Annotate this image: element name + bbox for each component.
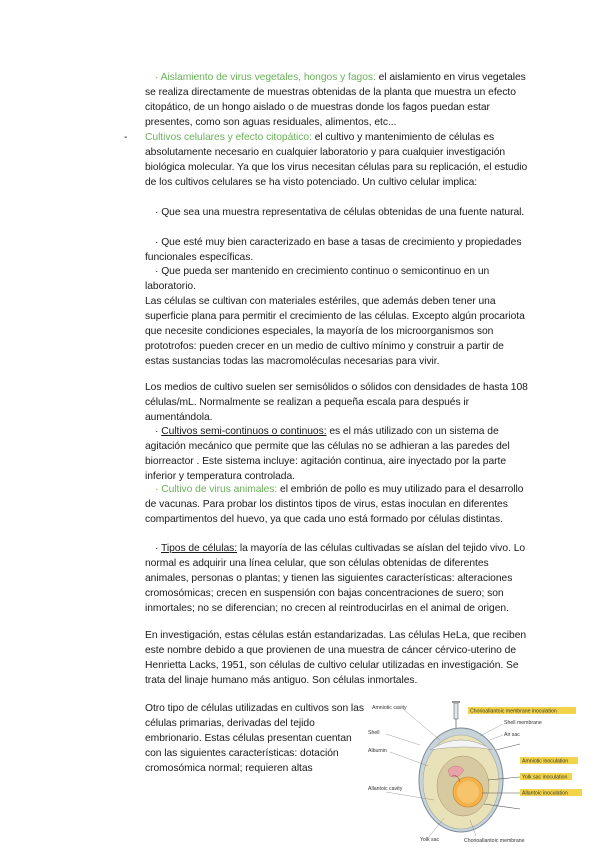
figure-label: Yolk sac	[420, 837, 440, 843]
figure-label: Shell	[368, 730, 380, 736]
egg-diagram	[368, 700, 590, 845]
figure-label: Amniotic inoculation	[522, 758, 569, 765]
bullet: ·	[155, 72, 161, 83]
figure-label: Chorioallantoic membrane	[464, 838, 525, 844]
heading-continuous-cultures: Cultivos semi-continuos o continuos:	[161, 426, 327, 437]
figure-label: Amniotic cavity	[372, 705, 407, 711]
paragraph-culture-media: Los medios de cultivo suelen ser semisólidos o sólidos con densidades de hasta 108 células/mL. Normalmente se realizan a pequeña escala para después ir aumentándola.	[145, 382, 528, 424]
bullet: ·	[155, 484, 162, 495]
egg-inoculation-figure	[368, 700, 590, 845]
heading-animal-virus-culture: Cultivo de virus animales:	[161, 484, 278, 495]
list-item: · Que esté muy bien caracterizado en base a tasas de crecimiento y propiedades funcionales específicas.	[145, 237, 522, 264]
paragraph-cell-types	[145, 541, 530, 616]
paragraph-animal-virus-culture	[145, 482, 530, 527]
paragraph-cell-cultures	[145, 130, 530, 190]
list-item: · Que pueda ser mantenido en crecimiento continuo o semicontinuo en un laboratorio.	[145, 266, 490, 293]
body-text: el embrión de pollo es muy utilizado para el desarrollo de vacunas. Para probar los distintos tipos de virus, estas inoculan en diferentes compartimentos del huevo, ya que cada uno está formado por células distintas.	[145, 484, 524, 526]
figure-label: Air sac	[504, 732, 520, 738]
figure-label: Allantoic inoculation	[522, 790, 568, 797]
body-text: es el más utilizado con un sistema de agitación mecánico que permite que las células no se adhieran a las paredes del biorreactor . Este sistema incluye: agitación continua, aire inyectado por la parte inferior y temperatura controlada.	[145, 426, 510, 483]
paragraph-plant-virus-isolation	[145, 70, 530, 130]
bullet: ·	[155, 426, 162, 437]
body-text: el cultivo y mantenimiento de células es absolutamente necesario en cualquier laboratorio y para cualquier investigación biológica molecular. Ya que los virus necesitan células para su replicación, el estudio de los cultivos celulares se ha visto potenciado. Un cultivo celular implica:	[145, 132, 528, 189]
figure-label: Albumin	[368, 748, 387, 754]
syringe-icon	[452, 701, 460, 730]
figure-label: Chorioallantoic membrane inoculation	[470, 708, 557, 715]
figure-label: Shell membrane	[504, 720, 542, 726]
body-text: la mayoría de las células cultivadas se aíslan del tejido vivo. Lo normal es adquirir una línea celular, que son células obtenidas de diferentes animales, personas o plantas; y tienen las siguientes características: alteraciones cromosómicas; crecen en suspensión con bajas concentraciones de suero; son inmortales; no se diferencian; no crecen al reintroducirlas en el animal de origen.	[145, 543, 526, 615]
bullet: ·	[155, 543, 162, 554]
list-item: · Que sea una muestra representativa de células obtenidas de una fuente natural.	[155, 207, 525, 218]
paragraph-primary-cells: Otro tipo de células utilizadas en cultivos son las células primarias, derivadas del tejido embrionario. Estas células presentan cuentan con las siguientes características: dotación cromosómica normal; requieren altas	[145, 703, 364, 775]
heading-plant-virus-isolation: Aislamiento de virus vegetales, hongos y fagos:	[160, 72, 376, 83]
figure-label: Allantoic cavity	[368, 786, 403, 792]
heading-cell-types: Tipos de células:	[161, 543, 238, 554]
heading-cell-cultures: Cultivos celulares y efecto citopático:	[145, 132, 312, 143]
paragraph-continuous-cultures	[145, 424, 530, 484]
list-dash: -	[124, 132, 128, 143]
paragraph-hela-cells: En investigación, estas células están estandarizadas. Las células HeLa, que reciben este nombre debido a que provienen de una muestra de cáncer cérvico-uterino de Henrietta Lacks, 1951, son células de cultivo celular utilizadas en investigación. Se trata del linaje humano más antiguo. Son células inmortales.	[145, 630, 527, 687]
figure-label: Yolk sac inoculation	[522, 774, 568, 781]
body-text: el aislamiento en virus vegetales se realiza directamente de muestras obtenidas de la planta que muestra un efecto citopático, de un hongo aislado o de muestras donde los fagos puedan estar presentes, como son aguas residuales, alimentos, etc...	[145, 72, 526, 129]
paragraph-sterile-materials: Las células se cultivan con materiales estériles, que además deben tener una superficie plana para permitir el crecimiento de las células. Excepto algún procariota que necesite condiciones especiales, la mayoría de los microorganismos son prototrofos: pueden crecer en un medio de cultivo mínimo y construir a partir de estas sustancias todas las macromoléculas necesarias para vivir.	[145, 296, 525, 368]
